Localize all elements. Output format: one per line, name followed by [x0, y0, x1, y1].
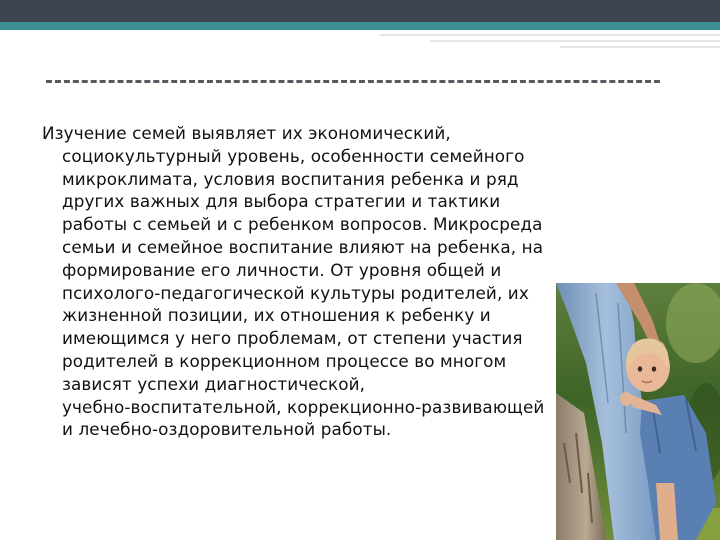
- body-line: работы с семьей и с ребенком вопросов. Микросреда: [62, 214, 543, 235]
- body-line: и лечебно-оздоровительной работы.: [62, 419, 392, 440]
- body-line: зависят успехи диагностической,: [62, 373, 366, 394]
- body-paragraph: [42, 122, 576, 441]
- body-line: родителей в коррекционном процессе во многом: [62, 350, 507, 371]
- body-line: Изучение семей выявляет их экономический,: [42, 123, 451, 143]
- header-shadow-stripe: [560, 46, 720, 48]
- body-line: жизненной позиции, их отношения к ребенку и: [62, 305, 491, 326]
- body-line: микроклимата, условия воспитания ребенка и ряд: [62, 168, 519, 189]
- body-line: психолого-педагогической культуры родителей, их: [62, 282, 529, 303]
- header-dark-bar: [0, 0, 720, 22]
- title-divider: [46, 80, 660, 83]
- header-teal-bar: [0, 22, 720, 30]
- body-line: формирование его личности. От уровня общей и: [62, 259, 502, 280]
- child-hugging-parent-leg-photo: [556, 283, 720, 540]
- body-line: социокультурный уровень, особенности семейного: [62, 145, 525, 166]
- body-line: имеющимся у него проблемам, от степени участия: [62, 328, 523, 349]
- body-line: других важных для выбора стратегии и тактики: [62, 191, 501, 212]
- body-line: семьи и семейное воспитание влияют на ребенка, на: [62, 236, 544, 257]
- header-shadow-stripe: [380, 34, 720, 36]
- header-shadow-stripe: [430, 40, 720, 42]
- body-line: учебно-воспитательной, коррекционно-развивающей: [62, 396, 545, 417]
